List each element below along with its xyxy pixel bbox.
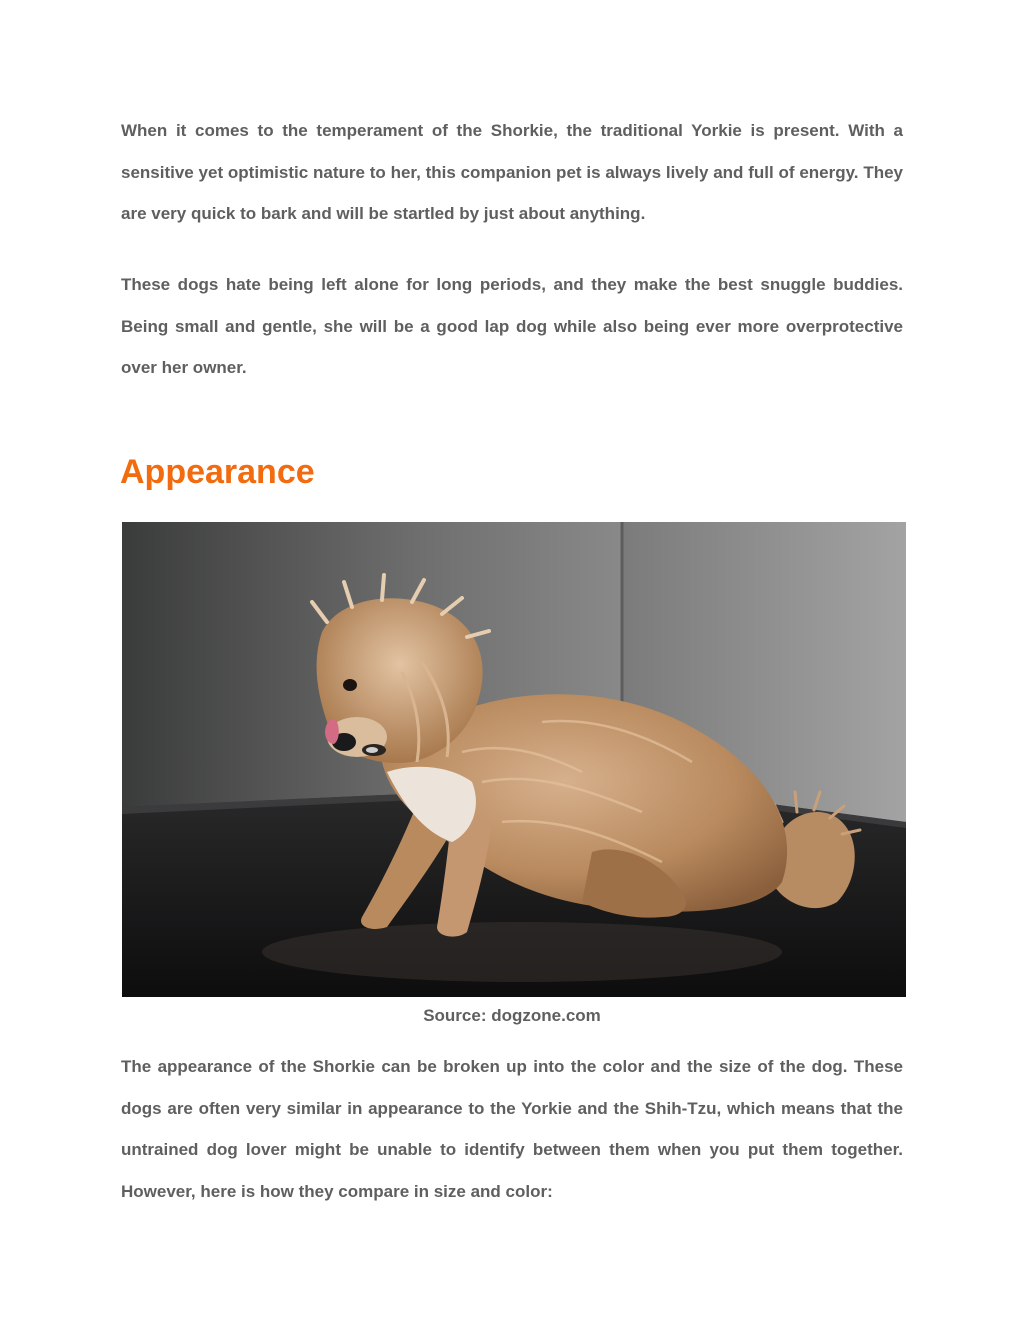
shorkie-dog-photo bbox=[122, 522, 906, 997]
photo-caption: Source: dogzone.com bbox=[423, 1006, 601, 1025]
appearance-paragraph-1: The appearance of the Shorkie can be broken up into the color and the size of the dog. These dogs are often very similar in appearance to the Yorkie and the Shih-Tzu, which means that the untrained dog lover might be unable to identify between them when you put them together. However, here is how they compare in size and color: bbox=[121, 1057, 903, 1201]
appearance-heading: Appearance bbox=[120, 453, 315, 491]
temperament-paragraph-1: When it comes to the temperament of the Shorkie, the traditional Yorkie is present. With a sensitive yet optimistic nature to her, this companion pet is always lively and full of energy. They are very quick to bark and will be startled by just about anything. bbox=[121, 121, 903, 223]
temperament-paragraph-2: These dogs hate being left alone for long periods, and they make the best snuggle buddies. Being small and gentle, she will be a good lap dog while also being ever more overprotective over her owner. bbox=[121, 275, 903, 377]
